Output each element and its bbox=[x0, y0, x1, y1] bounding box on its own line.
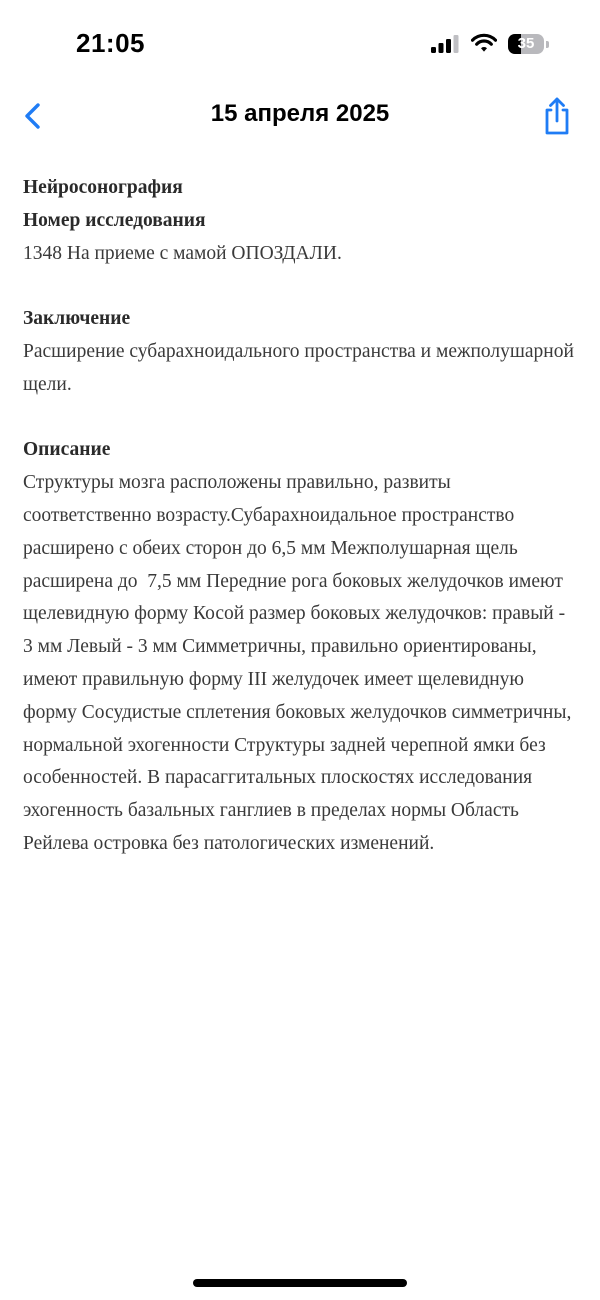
conclusion-section bbox=[23, 303, 578, 401]
chevron-left-icon[interactable] bbox=[14, 96, 54, 136]
battery-cap bbox=[546, 41, 549, 48]
status-time: 21:05 bbox=[76, 28, 145, 58]
home-indicator[interactable] bbox=[193, 1279, 407, 1287]
description-heading: Описание bbox=[23, 439, 111, 461]
description-section bbox=[23, 434, 578, 860]
share-icon[interactable] bbox=[536, 94, 578, 138]
report-content bbox=[23, 172, 578, 861]
study-number-heading: Номер исследования bbox=[23, 209, 206, 231]
study-type-label: Нейросонография bbox=[23, 177, 183, 198]
description-text: Структуры мозга расположены правильно, развиты соответственно возрасту.Субарахноидальное пространство расширено с обеих сторон до 6,5 мм Межполушарная щель расширена до 7,5 мм Передние рога боковых желудочков имеют щелевидную форму Косой размер боковых желудочков: правый - 3 мм Левый - 3 мм Симметричны, правильно ориентированы, имеют правильную форму III желудочек имеет щелевидную форму Сосудистые сплетения боковых желудочков симметричны, нормальной эхогенности Структуры задней черепной ямки без особенностей. В парасаггитальных плоскостях исследования эхогенность базальных ганглиев в пределах нормы Область Рейлева островка без патологических изменений. bbox=[23, 472, 577, 854]
battery-body bbox=[508, 34, 544, 54]
page-title: 15 апреля 2025 bbox=[210, 100, 390, 127]
battery-icon bbox=[508, 34, 550, 54]
status-bar bbox=[0, 0, 600, 90]
signal-icon bbox=[430, 34, 460, 54]
battery-level: 35 bbox=[517, 35, 535, 52]
conclusion-text: Расширение субарахноидального пространства и межполушарной щели. bbox=[23, 340, 579, 395]
conclusion-heading: Заключение bbox=[23, 308, 131, 330]
study-section bbox=[23, 172, 578, 270]
nav-bar bbox=[0, 90, 600, 142]
study-number-text: 1348 На приеме с мамой ОПОЗДАЛИ. bbox=[23, 242, 342, 264]
wifi-icon bbox=[471, 33, 497, 53]
